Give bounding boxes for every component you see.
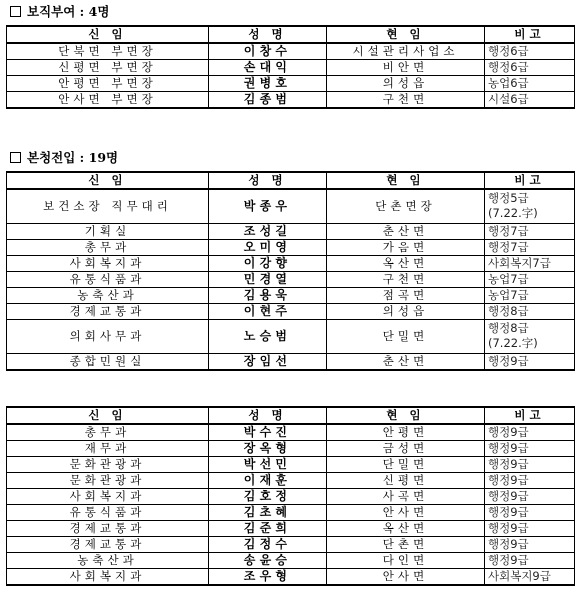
note-cell <box>485 189 575 223</box>
note-grade: 행정9급 <box>488 425 529 439</box>
current-post-cell: 다인면 <box>327 553 485 569</box>
note-cell <box>485 521 575 537</box>
name-cell: 권병호 <box>209 76 327 92</box>
current-post-cell: 금성면 <box>327 441 485 457</box>
table-row <box>7 271 575 287</box>
new-post-cell: 경제교통과 <box>7 521 209 537</box>
table-row <box>7 553 575 569</box>
table-row <box>7 303 575 319</box>
header-name: 성 명 <box>209 407 327 424</box>
note-cell <box>485 489 575 505</box>
note-grade: 행정5급 <box>488 191 529 206</box>
current-post-cell: 구천면 <box>327 271 485 287</box>
note-grade: 행정9급 <box>488 457 529 471</box>
current-post-cell: 점곡면 <box>327 287 485 303</box>
new-post-cell: 문화관광과 <box>7 457 209 473</box>
name-cell: 박선민 <box>209 457 327 473</box>
table-row <box>7 521 575 537</box>
name-cell: 김초혜 <box>209 505 327 521</box>
header-current: 현 임 <box>327 407 485 424</box>
new-post-cell: 단북면 부면장 <box>7 43 209 60</box>
table-row <box>7 60 575 76</box>
note-cell <box>485 537 575 553</box>
note-grade: 농업7급 <box>488 287 529 302</box>
note-grade: 사회복지9급 <box>488 569 551 583</box>
current-post-cell: 사곡면 <box>327 489 485 505</box>
new-post-cell: 경제교통과 <box>7 537 209 553</box>
current-post-cell: 의성읍 <box>327 76 485 92</box>
new-post-cell: 총무과 <box>7 424 209 441</box>
current-post-cell: 안평면 <box>327 424 485 441</box>
new-post-cell: 안평면 부면장 <box>7 76 209 92</box>
note-grade: 사회복지7급 <box>488 255 551 270</box>
current-post-cell: 의성읍 <box>327 303 485 319</box>
note-grade: 행정9급 <box>488 537 529 551</box>
note-cell <box>485 424 575 441</box>
current-post-cell: 신평면 <box>327 473 485 489</box>
header-note: 비고 <box>485 26 575 43</box>
new-post-cell: 사회복지과 <box>7 255 209 271</box>
section-title-text: 본청전입 : 19명 <box>27 150 119 165</box>
table-appointment <box>6 25 575 109</box>
current-post-cell: 옥산면 <box>327 255 485 271</box>
current-post-cell: 단촌면장 <box>327 189 485 223</box>
note-grade: 행정9급 <box>488 553 529 567</box>
current-post-cell: 비안면 <box>327 60 485 76</box>
table-row <box>7 569 575 586</box>
name-cell: 김종범 <box>209 92 327 109</box>
header-new-post: 신 임 <box>7 26 209 43</box>
note-cell <box>485 223 575 239</box>
note-grade: 행정6급 <box>488 60 529 74</box>
note-cell <box>485 239 575 255</box>
current-post-cell: 옥산면 <box>327 521 485 537</box>
table-row <box>7 319 575 353</box>
table-row <box>7 43 575 60</box>
current-post-cell: 단촌면 <box>327 537 485 553</box>
table-row <box>7 505 575 521</box>
current-post-cell: 가음면 <box>327 239 485 255</box>
table-row <box>7 537 575 553</box>
name-cell: 오미영 <box>209 239 327 255</box>
name-cell: 박수진 <box>209 424 327 441</box>
note-cell <box>485 457 575 473</box>
note-cell <box>485 441 575 457</box>
name-cell: 노승범 <box>209 319 327 353</box>
name-cell: 조성길 <box>209 223 327 239</box>
table-row <box>7 189 575 223</box>
note-grade: 행정8급 <box>488 303 529 318</box>
note-grade: 행정9급 <box>488 521 529 535</box>
note-grade: 행정7급 <box>488 239 529 254</box>
note-date: (7.22.字) <box>488 336 538 350</box>
name-cell: 김호정 <box>209 489 327 505</box>
note-cell <box>485 319 575 353</box>
new-post-cell: 신평면 부면장 <box>7 60 209 76</box>
note-grade: 농업6급 <box>488 76 529 90</box>
name-cell: 장임선 <box>209 353 327 370</box>
note-date: (7.22.字) <box>488 206 538 221</box>
current-post-cell: 춘산면 <box>327 353 485 370</box>
new-post-cell: 농축산과 <box>7 553 209 569</box>
current-post-cell: 안사면 <box>327 505 485 521</box>
current-post-cell: 시설관리사업소 <box>327 43 485 60</box>
current-post-cell: 안사면 <box>327 569 485 586</box>
note-cell <box>485 353 575 370</box>
header-new-post: 신 임 <box>7 172 209 189</box>
new-post-cell: 농축산과 <box>7 287 209 303</box>
name-cell: 김용욱 <box>209 287 327 303</box>
table-header-row <box>7 172 575 189</box>
note-cell <box>485 271 575 287</box>
name-cell: 김준희 <box>209 521 327 537</box>
table-header-row <box>7 26 575 43</box>
table-row <box>7 287 575 303</box>
new-post-cell: 기획실 <box>7 223 209 239</box>
new-post-cell: 문화관광과 <box>7 473 209 489</box>
checkbox-square-icon <box>10 152 21 163</box>
header-new-post: 신 임 <box>7 407 209 424</box>
table-transfer-continued <box>6 406 575 586</box>
note-grade: 행정9급 <box>488 473 529 487</box>
name-cell: 이현주 <box>209 303 327 319</box>
current-post-cell: 춘산면 <box>327 223 485 239</box>
note-grade: 행정9급 <box>488 441 529 455</box>
table-body <box>7 424 575 585</box>
current-post-cell: 단밀면 <box>327 319 485 353</box>
section-title-appointment <box>10 2 109 20</box>
new-post-cell: 유통식품과 <box>7 505 209 521</box>
table-body <box>7 43 575 108</box>
note-cell <box>485 505 575 521</box>
table-row <box>7 489 575 505</box>
new-post-cell: 경제교통과 <box>7 303 209 319</box>
name-cell: 이재훈 <box>209 473 327 489</box>
table-row <box>7 457 575 473</box>
note-grade: 행정9급 <box>488 353 529 368</box>
header-current: 현 임 <box>327 26 485 43</box>
note-cell <box>485 303 575 319</box>
note-grade: 행정9급 <box>488 505 529 519</box>
checkbox-square-icon <box>10 6 21 17</box>
name-cell: 김정수 <box>209 537 327 553</box>
table-row <box>7 353 575 370</box>
table-body <box>7 189 575 370</box>
note-cell <box>485 553 575 569</box>
table-row <box>7 223 575 239</box>
note-grade: 행정7급 <box>488 223 529 238</box>
name-cell: 조우형 <box>209 569 327 586</box>
new-post-cell: 의회사무과 <box>7 319 209 353</box>
current-post-cell: 구천면 <box>327 92 485 109</box>
new-post-cell: 유통식품과 <box>7 271 209 287</box>
current-post-cell: 단밀면 <box>327 457 485 473</box>
table-row <box>7 441 575 457</box>
new-post-cell: 사회복지과 <box>7 489 209 505</box>
new-post-cell: 사회복지과 <box>7 569 209 586</box>
name-cell: 이강향 <box>209 255 327 271</box>
new-post-cell: 재무과 <box>7 441 209 457</box>
name-cell: 이창수 <box>209 43 327 60</box>
note-cell <box>485 76 575 92</box>
note-cell <box>485 473 575 489</box>
table-row <box>7 92 575 109</box>
table-row <box>7 76 575 92</box>
note-cell <box>485 43 575 60</box>
header-name: 성 명 <box>209 172 327 189</box>
new-post-cell: 총무과 <box>7 239 209 255</box>
note-grade: 시설6급 <box>488 92 529 106</box>
note-cell <box>485 255 575 271</box>
name-cell: 민경열 <box>209 271 327 287</box>
name-cell: 박종우 <box>209 189 327 223</box>
new-post-cell: 종합민원실 <box>7 353 209 370</box>
note-grade: 행정9급 <box>488 489 529 503</box>
table-row <box>7 424 575 441</box>
header-note: 비고 <box>485 407 575 424</box>
header-current: 현 임 <box>327 172 485 189</box>
new-post-cell: 보건소장 직무대리 <box>7 189 209 223</box>
header-name: 성 명 <box>209 26 327 43</box>
new-post-cell: 안사면 부면장 <box>7 92 209 109</box>
name-cell: 송윤승 <box>209 553 327 569</box>
section-title-transfer <box>10 148 118 166</box>
table-header-row <box>7 407 575 424</box>
note-cell <box>485 92 575 109</box>
note-cell <box>485 60 575 76</box>
table-row <box>7 255 575 271</box>
name-cell: 손대익 <box>209 60 327 76</box>
name-cell: 장옥형 <box>209 441 327 457</box>
note-grade: 행정8급 <box>488 321 529 335</box>
section-title-text: 보직부여 : 4명 <box>27 4 110 19</box>
table-transfer <box>6 171 575 371</box>
note-grade: 행정6급 <box>488 44 529 58</box>
header-note: 비고 <box>485 172 575 189</box>
note-cell <box>485 569 575 586</box>
note-grade: 농업7급 <box>488 271 529 286</box>
table-row <box>7 473 575 489</box>
table-row <box>7 239 575 255</box>
note-cell <box>485 287 575 303</box>
